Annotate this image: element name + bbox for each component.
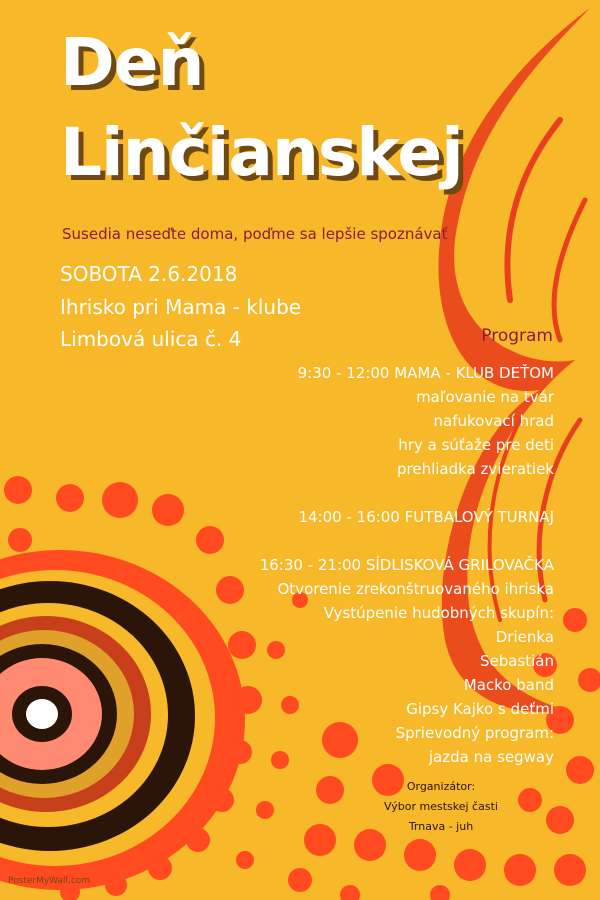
program-line: 14:00 - 16:00 FUTBALOVÝ TURNAJ (298, 508, 554, 526)
watermark: PosterMyWall.com (8, 876, 91, 886)
organizer-label: Organizátor: (406, 780, 476, 793)
program-line: jazda na segway (428, 748, 554, 766)
program-line: Macko band (463, 676, 554, 694)
program-line: Otvorenie zrekonštruovaného ihriska (277, 580, 554, 598)
program-block-afternoon (298, 505, 554, 529)
event-date: SOBOTA 2.6.2018 (60, 262, 238, 286)
program-line: Gipsy Kajko s deťmi (406, 700, 554, 718)
program-line: hry a súťaže pre deti (398, 436, 554, 454)
program-line: 9:30 - 12:00 MAMA - KLUB DEŤOM (297, 364, 554, 382)
program-line: prehliadka zvieratiek (397, 460, 554, 478)
program-line: Vystúpenie hudobných skupín: (323, 604, 554, 622)
program-block-evening (260, 553, 554, 769)
program-line: maľovanie na tvár (416, 388, 554, 406)
event-address: Limbová ulica č. 4 (60, 327, 242, 351)
event-venue: Ihrisko pri Mama - klube (60, 295, 302, 319)
program-line: nafukovací hrad (433, 412, 554, 430)
organizer-location: Trnava - juh (408, 820, 474, 833)
program-line: 16:30 - 21:00 SÍDLISKOVÁ GRILOVAČKA (259, 556, 554, 574)
title-line-2: Linčianskej (60, 114, 463, 191)
program-line: Sebastián (479, 652, 554, 670)
tagline: Susedia neseďte doma, poďme sa lepšie spoznávať (62, 225, 448, 243)
program-heading: Program (481, 326, 553, 346)
program-block-morning (298, 361, 554, 481)
program-line: Drienka (495, 628, 554, 646)
organizer-name: Výbor mestskej časti (384, 800, 498, 813)
program-line: Sprievodný program: (395, 724, 554, 742)
title-line-1: Deň (60, 24, 204, 101)
